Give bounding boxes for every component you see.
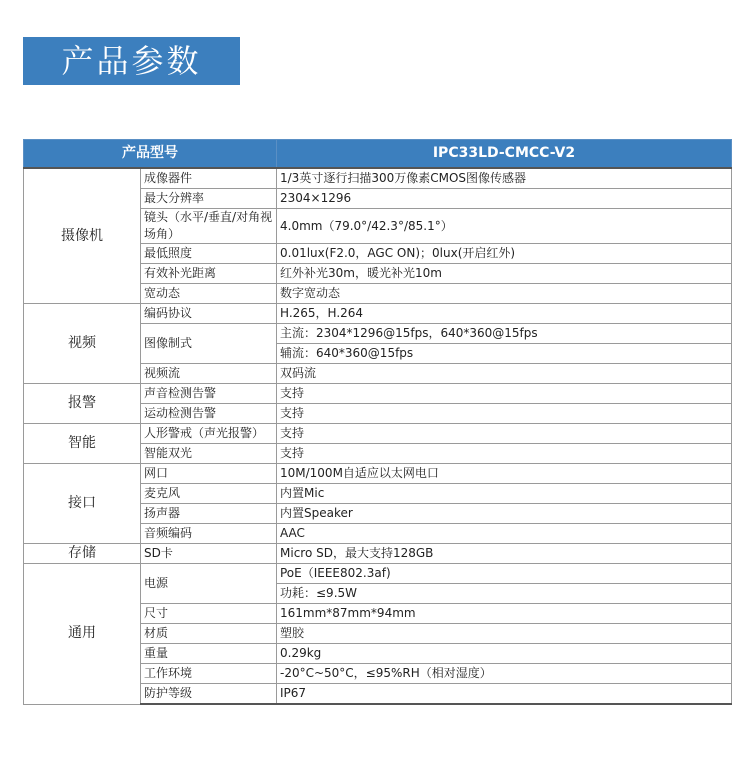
param-ip: 防护等级	[141, 684, 277, 705]
category-interface: 接口	[24, 464, 141, 544]
value-duallight: 支持	[277, 444, 732, 464]
value-wdr: 数字宽动态	[277, 284, 732, 304]
value-codec: H.265，H.264	[277, 304, 732, 324]
table-row	[24, 424, 732, 444]
param-size: 尺寸	[141, 604, 277, 624]
param-weight: 重量	[141, 644, 277, 664]
param-env: 工作环境	[141, 664, 277, 684]
category-video: 视频	[24, 304, 141, 384]
param-motion-alarm: 运动检测告警	[141, 404, 277, 424]
value-resolution: 2304×1296	[277, 189, 732, 209]
table-row	[24, 304, 732, 324]
param-sensor: 成像器件	[141, 168, 277, 189]
category-smart: 智能	[24, 424, 141, 464]
value-net: 10M/100M自适应以太网电口	[277, 464, 732, 484]
value-human: 支持	[277, 424, 732, 444]
category-general: 通用	[24, 564, 141, 705]
value-illum: 0.01lux(F2.0，AGC ON)；0lux(开启红外)	[277, 244, 732, 264]
param-illum: 最低照度	[141, 244, 277, 264]
param-sd: SD卡	[141, 544, 277, 564]
value-material: 塑胶	[277, 624, 732, 644]
header-label: 产品型号	[24, 140, 277, 169]
category-camera: 摄像机	[24, 168, 141, 304]
value-motion-alarm: 支持	[277, 404, 732, 424]
table-row	[24, 168, 732, 189]
param-power: 电源	[141, 564, 277, 604]
value-format-sub: 辅流：640*360@15fps	[277, 344, 732, 364]
value-sd: Micro SD，最大支持128GB	[277, 544, 732, 564]
table-row	[24, 464, 732, 484]
category-storage: 存储	[24, 544, 141, 564]
param-audio-codec: 音频编码	[141, 524, 277, 544]
param-mic: 麦克风	[141, 484, 277, 504]
param-stream: 视频流	[141, 364, 277, 384]
value-fill: 红外补光30m，暖光补光10m	[277, 264, 732, 284]
value-stream: 双码流	[277, 364, 732, 384]
param-human: 人形警戒（声光报警）	[141, 424, 277, 444]
param-speaker: 扬声器	[141, 504, 277, 524]
param-resolution: 最大分辨率	[141, 189, 277, 209]
param-audio-alarm: 声音检测告警	[141, 384, 277, 404]
spec-table	[23, 139, 732, 705]
category-alarm: 报警	[24, 384, 141, 424]
table-row	[24, 384, 732, 404]
value-sensor: 1/3英寸逐行扫描300万像素CMOS图像传感器	[277, 168, 732, 189]
table-row	[24, 544, 732, 564]
value-audio-codec: AAC	[277, 524, 732, 544]
param-format: 图像制式	[141, 324, 277, 364]
page-title: 产品参数	[23, 37, 240, 85]
param-codec: 编码协议	[141, 304, 277, 324]
value-mic: 内置Mic	[277, 484, 732, 504]
value-power-consumption: 功耗：≤9.5W	[277, 584, 732, 604]
value-lens: 4.0mm（79.0°/42.3°/85.1°）	[277, 209, 732, 244]
value-format-main: 主流：2304*1296@15fps，640*360@15fps	[277, 324, 732, 344]
param-net: 网口	[141, 464, 277, 484]
param-duallight: 智能双光	[141, 444, 277, 464]
value-env: -20°C~50°C，≤95%RH（相对湿度）	[277, 664, 732, 684]
header-model: IPC33LD-CMCC-V2	[277, 140, 732, 169]
param-lens: 镜头（水平/垂直/对角视场角）	[141, 209, 277, 244]
value-speaker: 内置Speaker	[277, 504, 732, 524]
value-audio-alarm: 支持	[277, 384, 732, 404]
param-material: 材质	[141, 624, 277, 644]
value-ip: IP67	[277, 684, 732, 705]
param-fill: 有效补光距离	[141, 264, 277, 284]
value-power-poe: PoE（IEEE802.3af)	[277, 564, 732, 584]
param-wdr: 宽动态	[141, 284, 277, 304]
table-row	[24, 564, 732, 584]
table-header-row	[24, 140, 732, 169]
value-size: 161mm*87mm*94mm	[277, 604, 732, 624]
value-weight: 0.29kg	[277, 644, 732, 664]
